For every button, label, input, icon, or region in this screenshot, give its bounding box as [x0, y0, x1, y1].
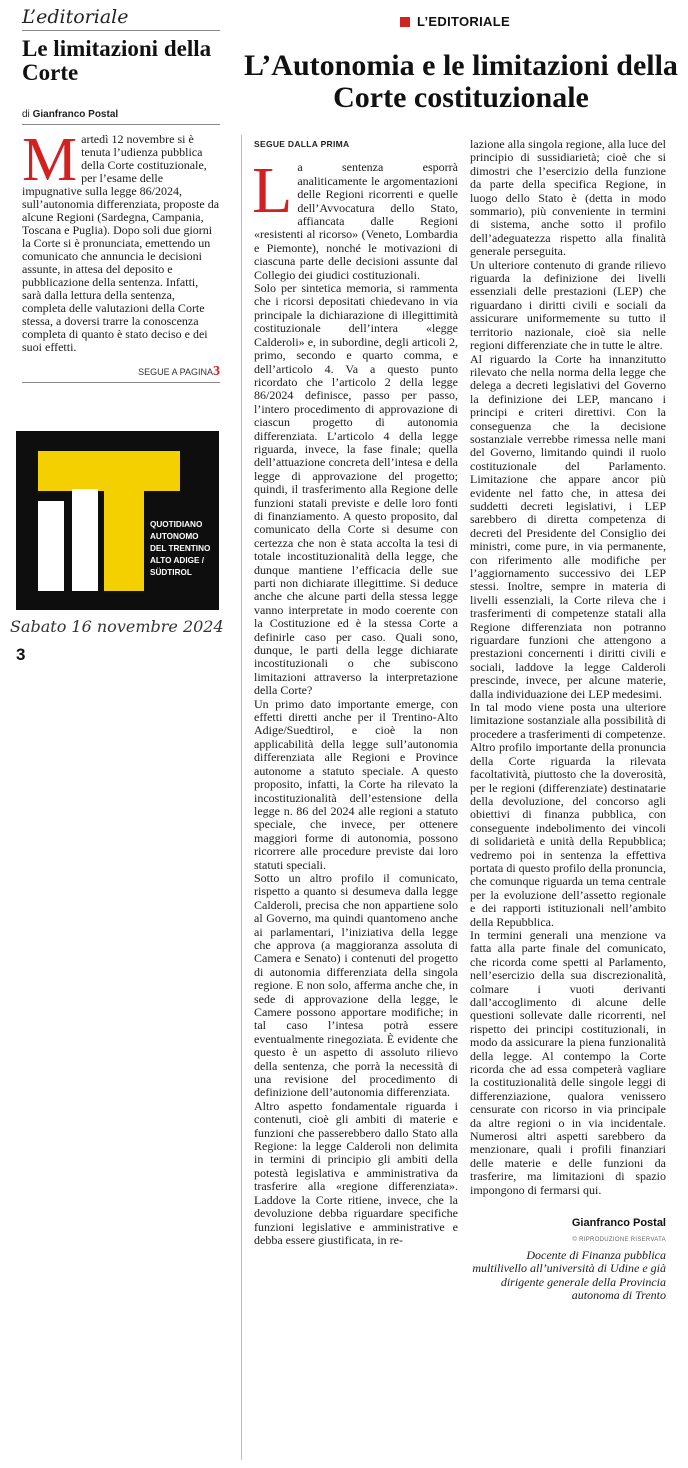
article-column-1	[254, 138, 458, 1247]
paragraph: Altro profilo importante della pronuncia della Corte riguarda la rilevata facoltatività, piuttosto che la doverosità, per le regioni (differenziate) destinatarie della devoluzione, del concorso agli obiettivi di finanza pubblica, con conseguente indebolimento dei vincoli di solidarietà e unità della Repubblica; vedremo poi in sentenza la effettiva portata di questo profilo della pronuncia, che comunque riguarda un tema centrale per la evoluzione dell’assetto regionale e dei rapporti istituzionali nell’ambito della Repubblica.	[470, 740, 666, 929]
rights-notice: © RIPRODUZIONE RISERVATA	[572, 1236, 666, 1243]
paragraph: Al riguardo la Corte ha innanzitutto rilevato che nella norma della legge che delega a decreti legislativi del Governo la definizione dei LEP, mancano i principi e criteri direttivi. Con la conseguenza che la decisione sostanziale verrebbe rimessa nelle mani del Governo, limitando quindi il ruolo costituzionale del Parlamento. Limitazione che appare ancor più evidente nel fatto che, in attesa dei suddetti decreti legislativi, i LEP sarebbero di diretta competenza di decreti del Presidente del Consiglio dei ministri, come pure, in via permanente, con riferimento alle modifiche per l’aggiornamento successivo dei LEP stessi. Inoltre, sempre in materia di livelli essenziali, la Corte rileva che i trasferimenti di competenze statali alla Regione differenziata non potranno riguardare funzioni che attengono a prestazioni concernenti i diritti civili e sociali, laddove la legge Calderoli prescinde, invece, per alcune materie, dalla individuazione dei LEP medesimi.	[470, 351, 666, 701]
article-title: L’Autonomia e le limitazioni della Corte costituzionale	[244, 49, 678, 114]
continue-page: 3	[213, 364, 220, 379]
sidebar-lead-text: artedì 12 novembre si è tenuta l’udienza pubblica della Corte costituzionale, per l’esame delle impugnative sulla legge 86/2024, sull’autonomia differenziata, proposte da alcune Regioni (Sardegna, Campania, Toscana e Puglia). Dopo soli due giorni la Corte si è pronunciata, emettendo un comunicato che annuncia le decisioni assunte, in attesa del deposito e pubblicazione della sentenza. Infatti, sarà dalla lettura della sentenza, completa delle valutazioni della Corte stessa, a doversi trarre la conoscenza completa di quanto è stato deciso e dei suoi effetti.	[22, 132, 220, 354]
sidebar-title: Le limitazioni della Corte	[22, 36, 212, 85]
signature-name: Gianfranco Postal	[571, 1217, 666, 1230]
section-label: L’EDITORIALE	[417, 14, 510, 29]
section-square-icon	[400, 17, 410, 27]
divider	[22, 30, 220, 31]
paragraph	[252, 154, 458, 282]
paragraph: Sotto un altro profilo il comunicato, rispetto a quanto si desumeva dalla legge Calderoli, precisa che non appartiene solo al Governo, ma quindi quantomeno anche ai parlamentari, l’iniziativa della legge che approva (a maggioranza assoluta di Camera e Senato) i contenuti del progetto di autonomia differenziata della singola regione. E non solo, afferma anche che, in sede di approvazione della legge, le Camere possono apportare modifiche; in tal caso l’intesa potrà essere eventualmente rinegoziata. È evidente che questo è un aspetto di assoluto rilievo della sentenza, che porrà la necessità di una revisione del procedimento di definizione dell’autonomia differenziata.	[254, 870, 458, 1100]
paragraph: In termini generali una menzione va fatta alla parte finale del comunicato, che ricorda come spetti al Parlamento, nell’esercizio della sua discrezionalità, colmare i vuoti derivanti dall’accoglimento di alcune delle questioni sollevate dalle ricorrenti, nel rispetto dei principi costituzionali, in modo da assicurare la piena funzionalità della legge. Al contempo la Corte ricorda che ad essa competerà vagliare la costituzionalità delle singole leggi di differenziazione, qualora venissero censurate con ricorso in via principale da altre regioni o in via incidentale. Numerosi altri aspetti sarebbero da menzionare, quali i profili finanziari delle materie e delle funzioni da trasferire, ma limitazioni di spazio impongono di fermarsi qui.	[470, 927, 666, 1197]
paragraph: Solo per sintetica memoria, si rammenta che i ricorsi depositati chiedevano in via principale la dichiarazione di illegittimità costituzionale dell’intera «legge Calderoli» e, in subordine, degli articoli 2, primo, secondo e quarto comma, e dell’articolo 4. Va a questo punto ricordato che l’articolo 2 della legge 86/2024 definisce, passo per passo, l’intero procedimento di approvazione di ciascun progetto di autonomia differenziata. L’articolo 4 della legge riguarda, invece, la fase finale; quella dell’attuazione concreta dell’intesa e della legge di approvazione del progetto; quindi, il trasferimento alla Regione delle funzioni statali previste e delle loro fonti di finanziamento. A questo proposito, dal comunicato della Corte si desume con certezza che non è stata accolta la tesi di totale incostituzionalità della legge, che dunque mantiene l’efficacia delle sue parti non dichiarate illegittime. Si deduce anche che alcune parti della stessa legge vanno interpretate in modo coerente con la Costituzione ed è la stessa Corte a definirle caso per caso. Quali sono, dunque, le parti della legge dichiarate incostituzionali o che subiscono limitazioni attraverso la interpretazione della Corte?	[254, 281, 458, 698]
logo-line-5: SÜDTIROL	[150, 568, 192, 577]
paragraph: In tal modo viene posta una ulteriore limitazione sostanziale alla possibilità di procedere a trasferimenti di competenze.	[470, 700, 666, 741]
publication-date: Sabato 16 novembre 2024	[10, 617, 224, 636]
divider	[22, 124, 220, 125]
column-divider	[241, 135, 242, 1460]
logo-line-3: DEL TRENTINO	[150, 544, 211, 553]
segue-label: SEGUE DALLA PRIMA	[254, 139, 350, 149]
article-column-2	[470, 138, 666, 1303]
author-role: Docente di Finanza pubblica multilivello all’università di Udine e già dirigente generale della Provincia autonoma di Trento	[472, 1247, 666, 1303]
paragraph: Un ulteriore contenuto di grande rilievo riguarda la definizione dei livelli essenziali delle prestazioni (LEP) che riguardano i diritti civili e sociali da assicurare uniformemente su tutto il territorio nazionale, cioè sia nelle regioni differenziate che in tutte le altre.	[470, 257, 666, 353]
page-number: 3	[16, 645, 26, 664]
sidebar-byline	[22, 109, 220, 120]
sidebar-editorial	[22, 6, 220, 383]
sidebar-kicker: L’editoriale	[22, 6, 129, 28]
continue-label: SEGUE A PAGINA	[138, 367, 213, 377]
paragraph-text: a sentenza esporrà analiticamente le argomentazioni delle Regioni ricorrenti e quelle dell’Avvocatura dello Stato, affiancata dalle Regioni «resistenti al ricorso» (Veneto, Lombardia e Piemonte), nonché le motivazioni di ciascuna parte delle decisioni assunte dal Collegio dei giudici costituzionali.	[254, 160, 458, 282]
dropcap: L	[252, 154, 293, 228]
paragraph: Altro aspetto fondamentale riguarda i contenuti, cioè gli ambiti di materie e funzioni che passerebbero dallo Stato alla Regione: la legge Calderoli non delimita in termini di principio gli ambiti della potestà legislativa e amministrativa da trasferire alla «regione differenziata». Laddove la Corte ritiene, invece, che la devoluzione debba riguardare specifiche funzioni legislative e amministrative e debba essere giustificata, in re-	[254, 1098, 458, 1247]
logo-line-1: QUOTIDIANO	[150, 520, 203, 529]
paragraph: lazione alla singola regione, alla luce del principio di sussidiarietà; cioè che si dimostri che l’esercizio della funzione da parte della specifica Regione, in luogo dello Stato è (detta in modo sommario), più conveniente in termini di sistema, anche sotto il profilo dell’adeguatezza rispetto alla finalità generale perseguita.	[470, 137, 666, 259]
byline-author: Gianfranco Postal	[32, 109, 119, 120]
section-tag	[400, 14, 510, 29]
byline-prefix: di	[22, 109, 30, 120]
author-signature	[470, 1217, 666, 1302]
logo-line-4: ALTO ADIGE /	[150, 556, 204, 565]
newspaper-logo	[16, 431, 219, 610]
divider	[22, 382, 220, 383]
sidebar-lead	[22, 126, 220, 354]
il-t-logo-icon	[16, 431, 219, 610]
continue-link[interactable]	[22, 364, 220, 380]
paragraph: Un primo dato importante emerge, con effetti diretti anche per il Trentino-Alto Adige/Suedtirol, e cioè la non applicabilità della legge sull’autonomia differenziata alle Regioni e Province autonome a statuto speciale. A questo proposito, infatti, la Corte ha rilevato la incostituzionalità dell’estensione della legge n. 86 del 2024 alle regioni a statuto speciale, che invece, per ottenere maggiori forme di autonomia, possono ricorrere alle procedure previste dai loro statuti speciali.	[254, 696, 458, 872]
dropcap: M	[22, 126, 78, 194]
logo-line-2: AUTONOMO	[150, 532, 199, 541]
